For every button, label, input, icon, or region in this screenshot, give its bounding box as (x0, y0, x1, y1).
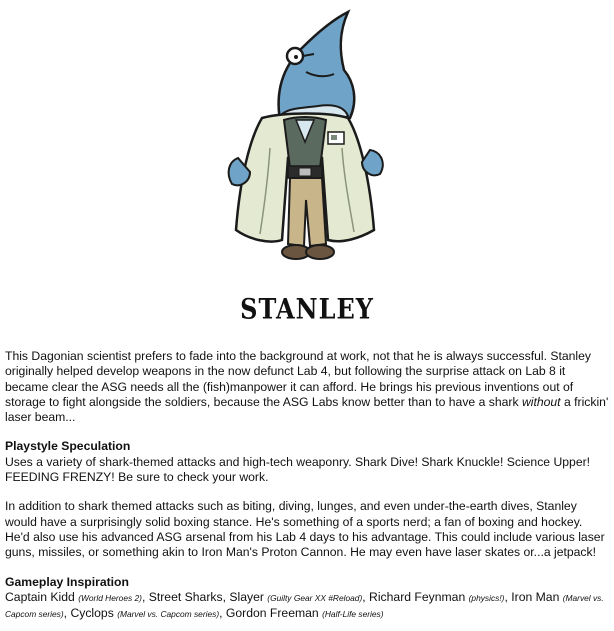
inspiration-item: Cyclops (Marvel vs. Capcom series), (70, 606, 226, 621)
character-name: STANLEY (240, 291, 374, 326)
inspiration-item: Gordon Freeman (Half-Life series) (225, 606, 384, 621)
inspiration-item: Richard Feynman (physics!), (369, 589, 512, 604)
inspiration-item: Iron Man (Marvel vs. Capcom series), (5, 589, 604, 621)
inspiration-item: Street Sharks, (148, 589, 230, 604)
bio-text-2: a frickin' laser beam... (5, 394, 609, 425)
inspiration-heading: Gameplay Inspiration (5, 574, 129, 589)
bio-text-1: This Dagonian scientist prefers to fade into the background at work, not that he is always successful. Stanley originally helped develop weapons in the now defunct Lab 4, but following the surprise attack on Lab 8 it became clear the ASG needs all the (fish)manpower it can afford. He brings his previous inventions out of storage to fight alongside the soldiers, because the ASG Labs know better than to have a shark (5, 349, 591, 409)
inspiration-list (5, 590, 609, 623)
shark-head (279, 12, 355, 120)
bio-paragraph (5, 349, 609, 425)
right-hand (362, 150, 383, 175)
playstyle-heading: Playstyle Speculation (5, 439, 131, 454)
details-paragraph: In addition to shark themed attacks such as biting, diving, lunges, and even under-the-earth dives, Stanley would have a surprisingly solid boxing stance. He's something of a sports nerd; a fan of boxing and hockey. He'd also use his advanced ASG arsenal from his Lab 4 days to his advantage. This could include various laser guns, missiles, or something akin to Iron Man's Proton Cannon. He may even have laser skates or...a jetpack! (5, 499, 605, 560)
bio-emphasis: without (521, 394, 561, 409)
shark-scientist-illustration (210, 8, 400, 280)
inspiration-item: Slayer (Guilty Gear XX #Reload), (229, 589, 370, 604)
playstyle-text: Uses a variety of shark-themed attacks and high-tech weaponry. Shark Dive! Shark Knuckle! Science Upper! FEEDING FRENZY! Be sure to check your work. (5, 454, 591, 485)
profile-text (5, 349, 609, 622)
inspiration-item: Captain Kidd (World Heroes 2), (5, 589, 149, 604)
